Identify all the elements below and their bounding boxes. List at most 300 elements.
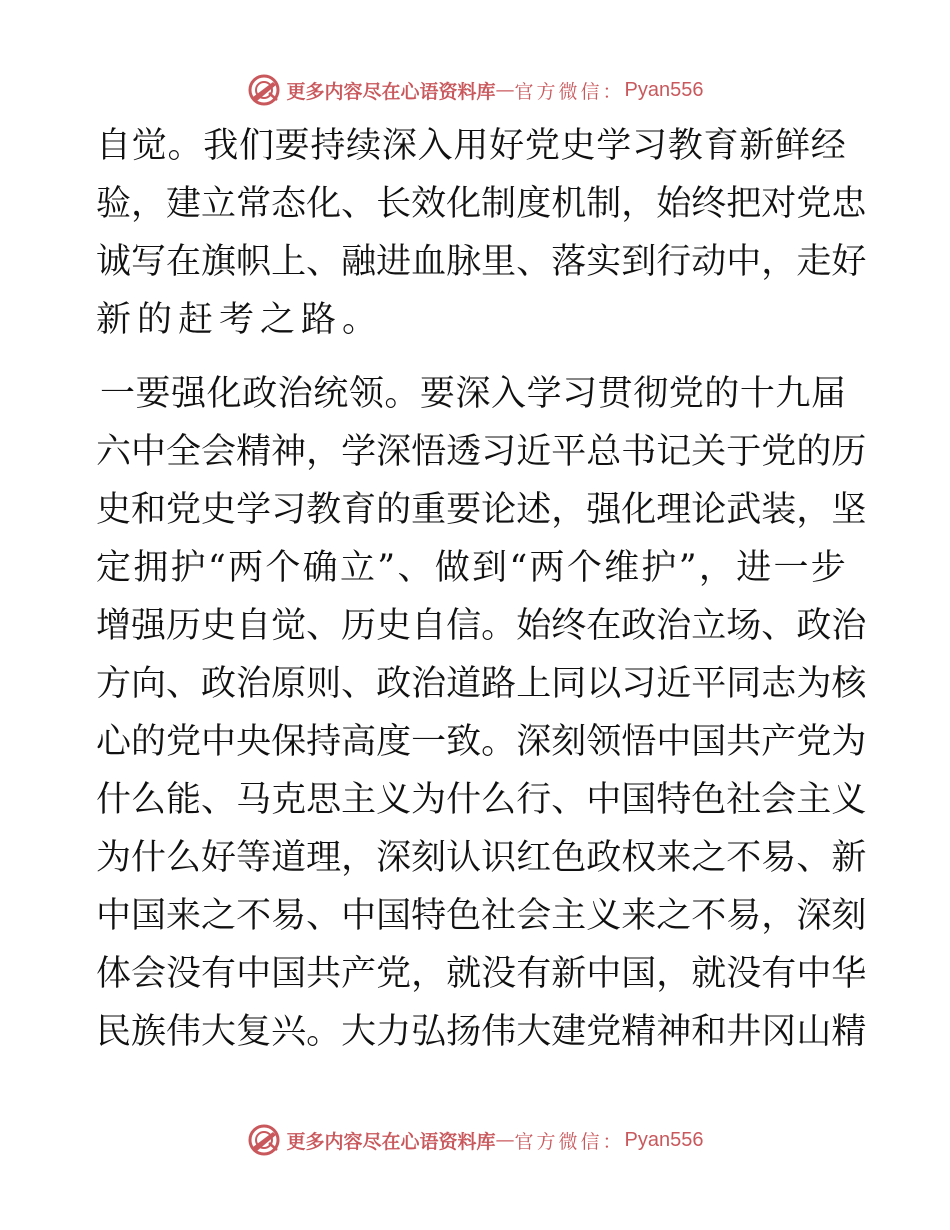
- text-char: 马: [236, 780, 272, 820]
- text-char: 易: [726, 896, 762, 936]
- text-char: ，: [656, 954, 692, 994]
- text-line-content: [96, 540, 846, 596]
- text-char: 伟: [481, 1012, 517, 1052]
- text-char: ”: [678, 548, 697, 588]
- footer-banner: [0, 1122, 950, 1158]
- text-char: 觉: [271, 606, 307, 646]
- text-char: 强: [586, 490, 622, 530]
- text-line: [96, 946, 867, 1002]
- text-char: 弘: [411, 1012, 447, 1052]
- text-char: 史: [201, 490, 237, 530]
- brand-logo-icon: [247, 73, 281, 107]
- text-char: 中: [796, 954, 832, 994]
- text-char: 常: [236, 184, 272, 224]
- text-char: 机: [551, 184, 587, 224]
- text-char: 帜: [236, 242, 272, 282]
- text-char: ，: [131, 184, 167, 224]
- text-char: 来: [656, 838, 692, 878]
- text-char: 义: [376, 780, 412, 820]
- text-char: 自: [96, 126, 132, 166]
- text-char: 增: [96, 606, 132, 646]
- text-char: 就: [691, 954, 727, 994]
- text-char: 政: [242, 374, 278, 414]
- text-char: 色: [551, 838, 587, 878]
- banner-wechat-id: Pyan556: [624, 1128, 704, 1151]
- text-line-content: [96, 118, 846, 174]
- text-char: 族: [131, 1012, 167, 1052]
- text-char: 权: [621, 838, 657, 878]
- text-char: 刻: [551, 722, 587, 762]
- text-char: 之: [201, 896, 237, 936]
- text-char: 届: [810, 374, 846, 414]
- text-char: 领: [586, 722, 622, 762]
- text-char: 中: [726, 242, 762, 282]
- text-char: 入: [417, 126, 453, 166]
- text-char: 大: [516, 1012, 552, 1052]
- text-char: 史: [201, 606, 237, 646]
- text-char: 史: [96, 490, 132, 530]
- text-char: 里: [481, 242, 517, 282]
- text-char: 持: [310, 126, 346, 166]
- text-char: 高: [341, 722, 377, 762]
- text-char: 的: [131, 722, 167, 762]
- text-char: 维: [604, 548, 640, 588]
- text-char: 史: [376, 606, 412, 646]
- banner-wechat-label: 官方微信：: [514, 80, 625, 103]
- text-char: 伟: [166, 1012, 202, 1052]
- text-char: 强: [131, 606, 167, 646]
- text-line: [96, 598, 867, 654]
- text-char: 体: [96, 954, 132, 994]
- text-char: 述: [516, 490, 552, 530]
- text-line-content: [96, 656, 867, 712]
- text-char: 论: [481, 490, 517, 530]
- text-char: 大: [201, 1012, 237, 1052]
- text-char: 心: [96, 722, 132, 762]
- text-char: 产: [761, 722, 797, 762]
- text-char: 党: [796, 722, 832, 762]
- text-char: 书: [621, 432, 657, 472]
- text-char: 没: [166, 954, 202, 994]
- text-char: 论: [691, 490, 727, 530]
- text-char: 要: [446, 490, 482, 530]
- text-char: 。: [306, 1012, 342, 1052]
- text-char: 六: [96, 432, 132, 472]
- text-char: 同: [726, 664, 762, 704]
- text-char: 用: [453, 126, 489, 166]
- text-line-content: [96, 176, 867, 232]
- text-char: 护: [170, 548, 206, 588]
- text-line: [100, 366, 846, 422]
- text-char: 思: [306, 780, 342, 820]
- text-char: 进: [736, 548, 772, 588]
- text-char: 的: [376, 490, 412, 530]
- text-char: 近: [656, 664, 692, 704]
- text-char: 化: [306, 184, 342, 224]
- text-char: 到: [621, 242, 657, 282]
- text-char: 中: [131, 432, 167, 472]
- text-char: 立: [339, 548, 375, 588]
- text-char: 深: [381, 126, 417, 166]
- text-char: 特: [411, 896, 447, 936]
- text-char: 习: [562, 374, 598, 414]
- text-char: 不: [691, 896, 727, 936]
- text-char: 方: [96, 664, 132, 704]
- text-char: 国: [376, 896, 412, 936]
- text-char: 会: [131, 954, 167, 994]
- text-char: 、: [551, 780, 587, 820]
- text-char: 、: [306, 606, 342, 646]
- text-char: 刻: [411, 838, 447, 878]
- text-char: 理: [656, 490, 692, 530]
- text-char: 之: [656, 896, 692, 936]
- text-line: [96, 234, 867, 290]
- text-char: 主: [551, 896, 587, 936]
- text-char: 为: [411, 780, 447, 820]
- text-char: 行: [656, 242, 692, 282]
- text-char: 扬: [446, 1012, 482, 1052]
- text-char: 新: [739, 126, 775, 166]
- text-char: 验: [96, 184, 132, 224]
- text-char: 政: [796, 606, 832, 646]
- text-char: 志: [761, 664, 797, 704]
- text-char: 诚: [96, 242, 132, 282]
- text-char: 国: [131, 896, 167, 936]
- text-char: 党: [668, 374, 704, 414]
- text-char: 党: [376, 954, 412, 994]
- text-char: 觉: [131, 126, 167, 166]
- text-char: 。: [481, 722, 517, 762]
- text-char: 力: [376, 1012, 412, 1052]
- text-char: 贯: [597, 374, 633, 414]
- text-char: 一: [411, 722, 447, 762]
- text-char: 融: [341, 242, 377, 282]
- text-char: 国: [621, 780, 657, 820]
- text-char: 社: [726, 780, 762, 820]
- text-char: 走: [796, 242, 832, 282]
- text-char: 不: [236, 896, 272, 936]
- text-char: ，: [306, 432, 342, 472]
- text-char: 政: [586, 838, 622, 878]
- text-char: 致: [446, 722, 482, 762]
- text-line-content: [96, 424, 867, 480]
- text-char: 为: [831, 722, 867, 762]
- text-char: 历: [341, 606, 377, 646]
- text-line-content: [96, 772, 867, 828]
- text-char: 我: [203, 126, 239, 166]
- text-char: ，: [551, 490, 587, 530]
- text-char: 认: [446, 838, 482, 878]
- text-char: 和: [691, 1012, 727, 1052]
- text-char: 新: [831, 838, 867, 878]
- text-char: 山: [796, 1012, 832, 1052]
- text-char: 国: [691, 722, 727, 762]
- text-char: 于: [726, 432, 762, 472]
- text-char: 什: [446, 780, 482, 820]
- text-char: 到: [472, 548, 508, 588]
- text-line-content: [96, 714, 867, 770]
- text-char: 党: [586, 1012, 622, 1052]
- text-char: 道: [446, 664, 482, 704]
- text-char: 深: [376, 838, 412, 878]
- text-char: 中: [236, 954, 272, 994]
- text-char: 坚: [831, 490, 867, 530]
- text-char: 共: [306, 954, 342, 994]
- text-line-content: 新的赶考之路。: [96, 300, 384, 340]
- text-char: 制: [586, 184, 622, 224]
- text-char: 进: [376, 242, 412, 282]
- text-char: 、: [761, 606, 797, 646]
- text-char: 。: [384, 374, 420, 414]
- text-char: 则: [306, 664, 342, 704]
- text-line: [96, 714, 867, 770]
- text-char: 色: [691, 780, 727, 820]
- text-char: 和: [131, 490, 167, 530]
- text-char: 党: [796, 184, 832, 224]
- text-char: ”: [377, 548, 396, 588]
- text-char: 场: [726, 606, 762, 646]
- text-char: 道: [271, 838, 307, 878]
- text-char: 社: [481, 896, 517, 936]
- text-char: 刻: [831, 896, 867, 936]
- text-char: 义: [831, 780, 867, 820]
- text-char: 九: [775, 374, 811, 414]
- text-char: 好: [489, 126, 525, 166]
- text-char: 化: [206, 374, 242, 414]
- text-char: 要: [135, 374, 171, 414]
- text-char: 终: [691, 184, 727, 224]
- text-char: 习: [271, 490, 307, 530]
- text-char: 史: [560, 126, 596, 166]
- text-char: 学: [596, 126, 632, 166]
- text-char: 政: [376, 664, 412, 704]
- text-char: 有: [201, 954, 237, 994]
- text-char: 么: [481, 780, 517, 820]
- text-char: 实: [586, 242, 622, 282]
- text-char: 主: [341, 780, 377, 820]
- text-char: 义: [586, 896, 622, 936]
- text-char: 央: [236, 722, 272, 762]
- text-line-content: [96, 888, 867, 944]
- text-char: 精: [831, 1012, 867, 1052]
- text-char: 识: [481, 838, 517, 878]
- text-char: 动: [691, 242, 727, 282]
- text-char: 冈: [761, 1012, 797, 1052]
- text-char: 。: [481, 606, 517, 646]
- text-char: 度: [516, 184, 552, 224]
- text-char: 会: [201, 432, 237, 472]
- text-char: 立: [201, 184, 237, 224]
- text-char: 保: [271, 722, 307, 762]
- text-char: 个: [566, 548, 602, 588]
- text-char: 中: [96, 896, 132, 936]
- text-char: 华: [831, 954, 867, 994]
- text-char: 、: [166, 664, 202, 704]
- text-char: 、: [341, 664, 377, 704]
- text-char: 续: [346, 126, 382, 166]
- text-char: 产: [341, 954, 377, 994]
- text-line: [96, 176, 867, 232]
- text-char: 易: [761, 838, 797, 878]
- text-char: 近: [516, 432, 552, 472]
- text-char: 路: [481, 664, 517, 704]
- text-char: 在: [586, 606, 622, 646]
- text-char: 国: [621, 954, 657, 994]
- text-char: 同: [551, 664, 587, 704]
- text-char: 治: [831, 606, 867, 646]
- text-char: ，: [621, 184, 657, 224]
- text-char: 、: [397, 548, 433, 588]
- text-char: 悟: [411, 432, 447, 472]
- text-char: 大: [341, 1012, 377, 1052]
- text-char: 鲜: [774, 126, 810, 166]
- text-char: 、: [796, 838, 832, 878]
- text-char: 中: [656, 722, 692, 762]
- banner-wechat-id: Pyan556: [624, 78, 704, 101]
- text-char: 终: [551, 606, 587, 646]
- text-char: 党: [761, 432, 797, 472]
- text-char: 以: [586, 664, 622, 704]
- text-char: 国: [271, 954, 307, 994]
- text-char: 建: [166, 184, 202, 224]
- text-char: 为: [96, 838, 132, 878]
- text-line: [96, 772, 867, 828]
- text-char: 记: [656, 432, 692, 472]
- text-char: 在: [166, 242, 202, 282]
- text-char: 两: [228, 548, 264, 588]
- text-char: 历: [166, 606, 202, 646]
- text-char: 党: [166, 490, 202, 530]
- text-char: 新: [551, 954, 587, 994]
- text-char: 化: [446, 184, 482, 224]
- text-char: 什: [96, 780, 132, 820]
- text-char: 彻: [633, 374, 669, 414]
- banner-separator: —: [495, 79, 515, 101]
- text-char: 深: [455, 374, 491, 414]
- text-char: 十: [739, 374, 775, 414]
- text-char: 武: [726, 490, 762, 530]
- text-char: 中: [586, 954, 622, 994]
- text-line-content: [96, 830, 867, 886]
- text-char: 经: [810, 126, 846, 166]
- text-char: 治: [277, 374, 313, 414]
- text-char: ，: [341, 838, 377, 878]
- banner-wechat-label: 官方微信：: [514, 1130, 625, 1153]
- text-char: 要: [274, 126, 310, 166]
- text-char: 自: [411, 606, 447, 646]
- text-char: 透: [446, 432, 482, 472]
- text-char: 强: [171, 374, 207, 414]
- text-char: 没: [726, 954, 762, 994]
- text-line-content: [96, 482, 867, 538]
- text-char: 们: [238, 126, 274, 166]
- text-char: 脉: [446, 242, 482, 282]
- text-char: 育: [341, 490, 377, 530]
- text-char: ，: [411, 954, 447, 994]
- brand-logo-icon: [247, 1123, 281, 1157]
- text-char: 党: [524, 126, 560, 166]
- text-char: 领: [348, 374, 384, 414]
- text-char: ，: [796, 490, 832, 530]
- text-char: 全: [166, 432, 202, 472]
- header-banner: [0, 72, 950, 108]
- banner-separator: —: [495, 1129, 515, 1151]
- text-char: 核: [831, 664, 867, 704]
- text-char: 入: [491, 374, 527, 414]
- text-char: 信: [446, 606, 482, 646]
- text-char: 好: [201, 838, 237, 878]
- text-char: 色: [446, 896, 482, 936]
- text-char: 政: [201, 664, 237, 704]
- text-char: 护: [641, 548, 677, 588]
- text-char: 为: [796, 664, 832, 704]
- text-line-content: [96, 234, 867, 290]
- text-char: 习: [632, 126, 668, 166]
- text-char: 原: [271, 664, 307, 704]
- text-char: 就: [446, 954, 482, 994]
- text-char: 治: [656, 606, 692, 646]
- banner-brand-text: 更多内容尽在心语资料库: [286, 80, 496, 103]
- text-char: “: [509, 548, 528, 588]
- text-char: 会: [761, 780, 797, 820]
- text-char: 制: [481, 184, 517, 224]
- text-char: 定: [96, 548, 132, 588]
- text-char: 、: [201, 780, 237, 820]
- text-line: [96, 540, 846, 596]
- text-char: 党: [166, 722, 202, 762]
- text-char: 学: [341, 432, 377, 472]
- text-char: 克: [271, 780, 307, 820]
- text-line: [96, 292, 846, 348]
- text-char: 共: [726, 722, 762, 762]
- text-char: 装: [761, 490, 797, 530]
- text-char: 个: [265, 548, 301, 588]
- text-char: 兴: [271, 1012, 307, 1052]
- text-char: 重: [411, 490, 447, 530]
- text-line: [96, 888, 867, 944]
- text-char: 有: [516, 954, 552, 994]
- text-char: 不: [726, 838, 762, 878]
- text-char: 步: [810, 548, 846, 588]
- text-char: 深: [376, 432, 412, 472]
- text-char: 忠: [831, 184, 867, 224]
- text-char: 悟: [621, 722, 657, 762]
- text-char: 把: [726, 184, 762, 224]
- text-char: 习: [621, 664, 657, 704]
- text-char: 教: [667, 126, 703, 166]
- text-char: 治: [236, 664, 272, 704]
- text-char: 旗: [201, 242, 237, 282]
- text-char: 血: [411, 242, 447, 282]
- text-char: 么: [131, 780, 167, 820]
- text-line-content: [96, 598, 867, 654]
- text-char: 育: [703, 126, 739, 166]
- text-char: 两: [529, 548, 565, 588]
- text-char: 么: [166, 838, 202, 878]
- text-char: 行: [516, 780, 552, 820]
- text-char: 历: [831, 432, 867, 472]
- text-char: 政: [621, 606, 657, 646]
- text-char: 效: [411, 184, 447, 224]
- text-char: 习: [481, 432, 517, 472]
- text-char: 。: [167, 126, 203, 166]
- text-char: 、: [306, 896, 342, 936]
- text-char: 学: [236, 490, 272, 530]
- text-line: [96, 118, 846, 174]
- text-char: 一: [100, 374, 136, 414]
- text-char: 对: [761, 184, 797, 224]
- text-char: 复: [236, 1012, 272, 1052]
